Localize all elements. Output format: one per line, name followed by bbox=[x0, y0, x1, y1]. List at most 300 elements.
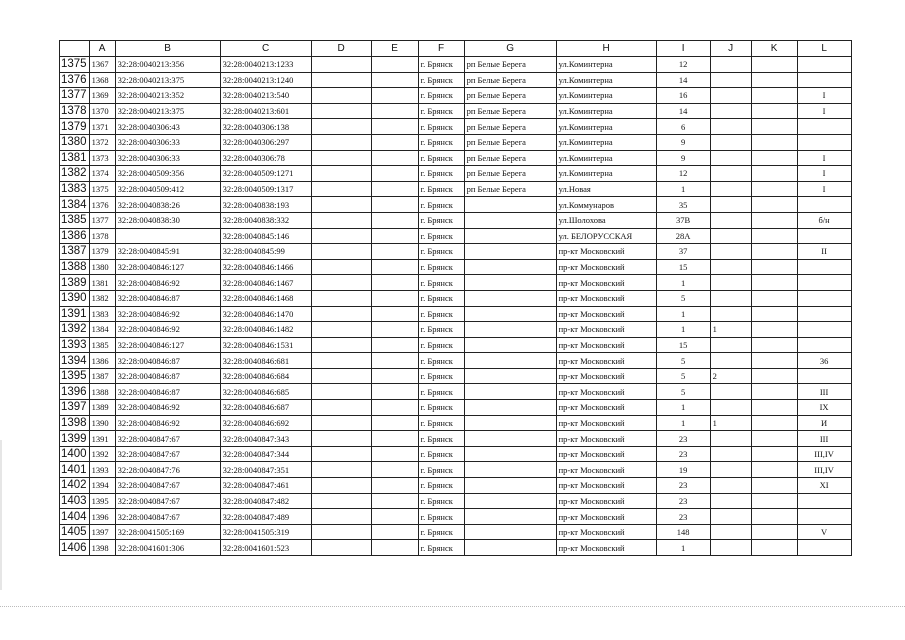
cell-k[interactable] bbox=[751, 134, 797, 150]
cell-h[interactable]: ул.Коминтерна bbox=[556, 119, 656, 135]
cell-j[interactable] bbox=[710, 103, 751, 119]
cell-e[interactable] bbox=[371, 446, 418, 462]
cell-e[interactable] bbox=[371, 134, 418, 150]
cell-b[interactable]: 32:28:0040847:67 bbox=[115, 478, 220, 494]
cell-l[interactable] bbox=[797, 493, 851, 509]
cell-j[interactable] bbox=[710, 400, 751, 416]
cell-a[interactable]: 1375 bbox=[89, 181, 115, 197]
cell-c[interactable]: 32:28:0041505:319 bbox=[220, 524, 311, 540]
cell-f[interactable]: г. Брянск bbox=[418, 228, 464, 244]
cell-l[interactable]: III bbox=[797, 431, 851, 447]
cell-f[interactable]: г. Брянск bbox=[418, 244, 464, 260]
cell-a[interactable]: 1396 bbox=[89, 509, 115, 525]
cell-k[interactable] bbox=[751, 181, 797, 197]
cell-d[interactable] bbox=[311, 400, 371, 416]
cell-j[interactable] bbox=[710, 275, 751, 291]
cell-d[interactable] bbox=[311, 166, 371, 182]
cell-h[interactable]: ул.Коминтерна bbox=[556, 166, 656, 182]
corner-header-cell[interactable] bbox=[60, 41, 90, 57]
cell-f[interactable]: г. Брянск bbox=[418, 119, 464, 135]
column-header-b[interactable]: B bbox=[115, 41, 220, 57]
row-number-cell[interactable]: 1377 bbox=[60, 88, 90, 104]
cell-g[interactable] bbox=[464, 540, 556, 556]
cell-k[interactable] bbox=[751, 509, 797, 525]
cell-b[interactable]: 32:28:0041601:306 bbox=[115, 540, 220, 556]
cell-d[interactable] bbox=[311, 524, 371, 540]
cell-e[interactable] bbox=[371, 103, 418, 119]
cell-i[interactable]: 23 bbox=[656, 493, 710, 509]
cell-h[interactable]: пр-кт Московский bbox=[556, 540, 656, 556]
cell-c[interactable]: 32:28:0040846:1482 bbox=[220, 322, 311, 338]
cell-c[interactable]: 32:28:0040847:489 bbox=[220, 509, 311, 525]
cell-a[interactable]: 1393 bbox=[89, 462, 115, 478]
cell-c[interactable]: 32:28:0040213:1240 bbox=[220, 72, 311, 88]
cell-j[interactable] bbox=[710, 166, 751, 182]
cell-d[interactable] bbox=[311, 88, 371, 104]
cell-d[interactable] bbox=[311, 462, 371, 478]
cell-k[interactable] bbox=[751, 446, 797, 462]
cell-d[interactable] bbox=[311, 212, 371, 228]
cell-b[interactable]: 32:28:0040509:356 bbox=[115, 166, 220, 182]
cell-i[interactable]: 9 bbox=[656, 150, 710, 166]
cell-b[interactable]: 32:28:0040846:92 bbox=[115, 400, 220, 416]
cell-g[interactable] bbox=[464, 478, 556, 494]
cell-j[interactable] bbox=[710, 228, 751, 244]
cell-c[interactable]: 32:28:0040213:540 bbox=[220, 88, 311, 104]
row-number-cell[interactable]: 1405 bbox=[60, 524, 90, 540]
cell-f[interactable]: г. Брянск bbox=[418, 446, 464, 462]
cell-f[interactable]: г. Брянск bbox=[418, 197, 464, 213]
cell-e[interactable] bbox=[371, 259, 418, 275]
cell-a[interactable]: 1373 bbox=[89, 150, 115, 166]
cell-b[interactable]: 32:28:0040213:352 bbox=[115, 88, 220, 104]
row-number-cell[interactable]: 1389 bbox=[60, 275, 90, 291]
cell-h[interactable]: пр-кт Московский bbox=[556, 478, 656, 494]
row-number-cell[interactable]: 1400 bbox=[60, 446, 90, 462]
cell-f[interactable]: г. Брянск bbox=[418, 400, 464, 416]
cell-l[interactable] bbox=[797, 134, 851, 150]
cell-c[interactable]: 32:28:0041601:523 bbox=[220, 540, 311, 556]
cell-h[interactable]: пр-кт Московский bbox=[556, 244, 656, 260]
cell-b[interactable]: 32:28:0040213:375 bbox=[115, 72, 220, 88]
cell-g[interactable] bbox=[464, 259, 556, 275]
cell-l[interactable] bbox=[797, 306, 851, 322]
cell-k[interactable] bbox=[751, 244, 797, 260]
cell-k[interactable] bbox=[751, 72, 797, 88]
cell-i[interactable]: 1 bbox=[656, 275, 710, 291]
cell-g[interactable] bbox=[464, 306, 556, 322]
cell-b[interactable]: 32:28:0040846:87 bbox=[115, 384, 220, 400]
cell-i[interactable]: 35 bbox=[656, 197, 710, 213]
cell-d[interactable] bbox=[311, 103, 371, 119]
cell-k[interactable] bbox=[751, 493, 797, 509]
cell-j[interactable] bbox=[710, 478, 751, 494]
row-number-cell[interactable]: 1398 bbox=[60, 415, 90, 431]
cell-f[interactable]: г. Брянск bbox=[418, 212, 464, 228]
cell-a[interactable]: 1367 bbox=[89, 57, 115, 73]
cell-a[interactable]: 1388 bbox=[89, 384, 115, 400]
cell-e[interactable] bbox=[371, 166, 418, 182]
cell-f[interactable]: г. Брянск bbox=[418, 478, 464, 494]
row-number-cell[interactable]: 1396 bbox=[60, 384, 90, 400]
cell-f[interactable]: г. Брянск bbox=[418, 431, 464, 447]
cell-d[interactable] bbox=[311, 415, 371, 431]
cell-e[interactable] bbox=[371, 368, 418, 384]
row-number-cell[interactable]: 1402 bbox=[60, 478, 90, 494]
cell-c[interactable]: 32:28:0040846:687 bbox=[220, 400, 311, 416]
cell-d[interactable] bbox=[311, 384, 371, 400]
cell-c[interactable]: 32:28:0040846:1470 bbox=[220, 306, 311, 322]
cell-e[interactable] bbox=[371, 197, 418, 213]
cell-b[interactable]: 32:28:0040306:43 bbox=[115, 119, 220, 135]
cell-h[interactable]: ул.Коминтерна bbox=[556, 103, 656, 119]
cell-b[interactable]: 32:28:0040846:92 bbox=[115, 306, 220, 322]
cell-d[interactable] bbox=[311, 275, 371, 291]
cell-e[interactable] bbox=[371, 415, 418, 431]
cell-d[interactable] bbox=[311, 353, 371, 369]
cell-g[interactable] bbox=[464, 368, 556, 384]
row-number-cell[interactable]: 1382 bbox=[60, 166, 90, 182]
cell-f[interactable]: г. Брянск bbox=[418, 337, 464, 353]
cell-i[interactable]: 14 bbox=[656, 103, 710, 119]
cell-h[interactable]: пр-кт Московский bbox=[556, 415, 656, 431]
cell-d[interactable] bbox=[311, 478, 371, 494]
column-header-l[interactable]: L bbox=[797, 41, 851, 57]
cell-e[interactable] bbox=[371, 353, 418, 369]
cell-c[interactable]: 32:28:0040509:1317 bbox=[220, 181, 311, 197]
cell-l[interactable]: III,IV bbox=[797, 462, 851, 478]
cell-j[interactable] bbox=[710, 462, 751, 478]
cell-a[interactable]: 1387 bbox=[89, 368, 115, 384]
cell-b[interactable]: 32:28:0040847:76 bbox=[115, 462, 220, 478]
cell-j[interactable] bbox=[710, 72, 751, 88]
cell-b[interactable]: 32:28:0040213:356 bbox=[115, 57, 220, 73]
cell-i[interactable]: 15 bbox=[656, 259, 710, 275]
cell-l[interactable]: I bbox=[797, 166, 851, 182]
cell-l[interactable]: V bbox=[797, 524, 851, 540]
cell-b[interactable]: 32:28:0040847:67 bbox=[115, 509, 220, 525]
cell-k[interactable] bbox=[751, 197, 797, 213]
cell-k[interactable] bbox=[751, 119, 797, 135]
row-number-cell[interactable]: 1378 bbox=[60, 103, 90, 119]
cell-f[interactable]: г. Брянск bbox=[418, 493, 464, 509]
cell-a[interactable]: 1371 bbox=[89, 119, 115, 135]
cell-h[interactable]: пр-кт Московский bbox=[556, 462, 656, 478]
cell-j[interactable]: 1 bbox=[710, 415, 751, 431]
cell-l[interactable] bbox=[797, 259, 851, 275]
column-header-e[interactable]: E bbox=[371, 41, 418, 57]
cell-c[interactable]: 32:28:0040213:601 bbox=[220, 103, 311, 119]
row-number-cell[interactable]: 1391 bbox=[60, 306, 90, 322]
cell-g[interactable]: рп Белые Берега bbox=[464, 134, 556, 150]
cell-e[interactable] bbox=[371, 181, 418, 197]
cell-e[interactable] bbox=[371, 509, 418, 525]
cell-d[interactable] bbox=[311, 306, 371, 322]
cell-f[interactable]: г. Брянск bbox=[418, 103, 464, 119]
cell-b[interactable]: 32:28:0040306:33 bbox=[115, 134, 220, 150]
cell-k[interactable] bbox=[751, 88, 797, 104]
cell-e[interactable] bbox=[371, 212, 418, 228]
cell-d[interactable] bbox=[311, 228, 371, 244]
cell-j[interactable] bbox=[710, 306, 751, 322]
cell-g[interactable] bbox=[464, 415, 556, 431]
cell-g[interactable]: рп Белые Берега bbox=[464, 88, 556, 104]
cell-e[interactable] bbox=[371, 524, 418, 540]
cell-b[interactable]: 32:28:0041505:169 bbox=[115, 524, 220, 540]
cell-i[interactable]: 16 bbox=[656, 88, 710, 104]
cell-f[interactable]: г. Брянск bbox=[418, 150, 464, 166]
cell-i[interactable]: 1 bbox=[656, 540, 710, 556]
cell-a[interactable]: 1370 bbox=[89, 103, 115, 119]
row-number-cell[interactable]: 1387 bbox=[60, 244, 90, 260]
cell-a[interactable]: 1368 bbox=[89, 72, 115, 88]
cell-g[interactable] bbox=[464, 384, 556, 400]
cell-l[interactable] bbox=[797, 57, 851, 73]
cell-a[interactable]: 1391 bbox=[89, 431, 115, 447]
cell-b[interactable]: 32:28:0040846:87 bbox=[115, 368, 220, 384]
column-header-a[interactable]: A bbox=[89, 41, 115, 57]
cell-d[interactable] bbox=[311, 244, 371, 260]
cell-f[interactable]: г. Брянск bbox=[418, 509, 464, 525]
cell-c[interactable]: 32:28:0040846:1468 bbox=[220, 290, 311, 306]
cell-i[interactable]: 12 bbox=[656, 57, 710, 73]
cell-j[interactable] bbox=[710, 524, 751, 540]
cell-k[interactable] bbox=[751, 540, 797, 556]
cell-a[interactable]: 1395 bbox=[89, 493, 115, 509]
cell-k[interactable] bbox=[751, 103, 797, 119]
cell-g[interactable]: рп Белые Берега bbox=[464, 181, 556, 197]
cell-c[interactable]: 32:28:0040847:461 bbox=[220, 478, 311, 494]
cell-a[interactable]: 1394 bbox=[89, 478, 115, 494]
cell-c[interactable]: 32:28:0040838:193 bbox=[220, 197, 311, 213]
cell-g[interactable] bbox=[464, 400, 556, 416]
cell-e[interactable] bbox=[371, 337, 418, 353]
cell-l[interactable]: б/н bbox=[797, 212, 851, 228]
cell-i[interactable]: 12 bbox=[656, 166, 710, 182]
cell-c[interactable]: 32:28:0040846:1466 bbox=[220, 259, 311, 275]
cell-c[interactable]: 32:28:0040846:1467 bbox=[220, 275, 311, 291]
cell-f[interactable]: г. Брянск bbox=[418, 540, 464, 556]
cell-f[interactable]: г. Брянск bbox=[418, 353, 464, 369]
cell-l[interactable]: II bbox=[797, 244, 851, 260]
cell-j[interactable]: 2 bbox=[710, 368, 751, 384]
cell-j[interactable] bbox=[710, 244, 751, 260]
cell-a[interactable]: 1392 bbox=[89, 446, 115, 462]
cell-c[interactable]: 32:28:0040306:78 bbox=[220, 150, 311, 166]
cell-d[interactable] bbox=[311, 197, 371, 213]
cell-h[interactable]: ул.Коминтерна bbox=[556, 134, 656, 150]
cell-h[interactable]: пр-кт Московский bbox=[556, 446, 656, 462]
column-header-f[interactable]: F bbox=[418, 41, 464, 57]
cell-k[interactable] bbox=[751, 57, 797, 73]
cell-c[interactable]: 32:28:0040845:99 bbox=[220, 244, 311, 260]
cell-i[interactable]: 1 bbox=[656, 322, 710, 338]
cell-l[interactable] bbox=[797, 228, 851, 244]
cell-c[interactable]: 32:28:0040846:681 bbox=[220, 353, 311, 369]
cell-f[interactable]: г. Брянск bbox=[418, 57, 464, 73]
cell-b[interactable]: 32:28:0040845:91 bbox=[115, 244, 220, 260]
cell-a[interactable]: 1372 bbox=[89, 134, 115, 150]
cell-f[interactable]: г. Брянск bbox=[418, 166, 464, 182]
cell-b[interactable]: 32:28:0040846:87 bbox=[115, 290, 220, 306]
cell-c[interactable]: 32:28:0040846:684 bbox=[220, 368, 311, 384]
cell-b[interactable]: 32:28:0040509:412 bbox=[115, 181, 220, 197]
row-number-cell[interactable]: 1392 bbox=[60, 322, 90, 338]
cell-k[interactable] bbox=[751, 166, 797, 182]
cell-g[interactable] bbox=[464, 337, 556, 353]
row-number-cell[interactable]: 1385 bbox=[60, 212, 90, 228]
row-number-cell[interactable]: 1383 bbox=[60, 181, 90, 197]
row-number-cell[interactable]: 1390 bbox=[60, 290, 90, 306]
cell-b[interactable]: 32:28:0040838:30 bbox=[115, 212, 220, 228]
cell-j[interactable] bbox=[710, 197, 751, 213]
cell-i[interactable]: 19 bbox=[656, 462, 710, 478]
cell-a[interactable]: 1385 bbox=[89, 337, 115, 353]
cell-a[interactable]: 1378 bbox=[89, 228, 115, 244]
cell-f[interactable]: г. Брянск bbox=[418, 368, 464, 384]
cell-b[interactable]: 32:28:0040846:92 bbox=[115, 275, 220, 291]
cell-h[interactable]: пр-кт Московский bbox=[556, 524, 656, 540]
row-number-cell[interactable]: 1406 bbox=[60, 540, 90, 556]
cell-d[interactable] bbox=[311, 259, 371, 275]
cell-d[interactable] bbox=[311, 431, 371, 447]
row-number-cell[interactable]: 1388 bbox=[60, 259, 90, 275]
cell-c[interactable]: 32:28:0040838:332 bbox=[220, 212, 311, 228]
row-number-cell[interactable]: 1384 bbox=[60, 197, 90, 213]
cell-j[interactable] bbox=[710, 384, 751, 400]
cell-a[interactable]: 1397 bbox=[89, 524, 115, 540]
cell-c[interactable]: 32:28:0040306:297 bbox=[220, 134, 311, 150]
cell-h[interactable]: ул.Шолохова bbox=[556, 212, 656, 228]
cell-k[interactable] bbox=[751, 431, 797, 447]
cell-d[interactable] bbox=[311, 181, 371, 197]
cell-g[interactable] bbox=[464, 524, 556, 540]
cell-a[interactable]: 1389 bbox=[89, 400, 115, 416]
cell-k[interactable] bbox=[751, 259, 797, 275]
cell-a[interactable]: 1398 bbox=[89, 540, 115, 556]
cell-k[interactable] bbox=[751, 337, 797, 353]
cell-d[interactable] bbox=[311, 322, 371, 338]
cell-d[interactable] bbox=[311, 493, 371, 509]
cell-h[interactable]: пр-кт Московский bbox=[556, 509, 656, 525]
cell-i[interactable]: 5 bbox=[656, 353, 710, 369]
cell-k[interactable] bbox=[751, 322, 797, 338]
cell-b[interactable]: 32:28:0040846:92 bbox=[115, 322, 220, 338]
cell-f[interactable]: г. Брянск bbox=[418, 415, 464, 431]
cell-j[interactable] bbox=[710, 181, 751, 197]
row-number-cell[interactable]: 1399 bbox=[60, 431, 90, 447]
cell-i[interactable]: 28А bbox=[656, 228, 710, 244]
cell-i[interactable]: 5 bbox=[656, 368, 710, 384]
row-number-cell[interactable]: 1404 bbox=[60, 509, 90, 525]
cell-h[interactable]: пр-кт Московский bbox=[556, 384, 656, 400]
cell-j[interactable] bbox=[710, 119, 751, 135]
cell-h[interactable]: пр-кт Московский bbox=[556, 431, 656, 447]
cell-b[interactable]: 32:28:0040846:127 bbox=[115, 259, 220, 275]
cell-j[interactable] bbox=[710, 493, 751, 509]
cell-k[interactable] bbox=[751, 478, 797, 494]
cell-e[interactable] bbox=[371, 384, 418, 400]
cell-j[interactable] bbox=[710, 88, 751, 104]
cell-g[interactable] bbox=[464, 509, 556, 525]
cell-a[interactable]: 1383 bbox=[89, 306, 115, 322]
cell-h[interactable]: пр-кт Московский bbox=[556, 400, 656, 416]
cell-l[interactable]: III bbox=[797, 384, 851, 400]
cell-i[interactable]: 37 bbox=[656, 244, 710, 260]
cell-e[interactable] bbox=[371, 244, 418, 260]
cell-b[interactable]: 32:28:0040846:92 bbox=[115, 415, 220, 431]
column-header-d[interactable]: D bbox=[311, 41, 371, 57]
cell-d[interactable] bbox=[311, 150, 371, 166]
cell-g[interactable] bbox=[464, 228, 556, 244]
cell-a[interactable]: 1380 bbox=[89, 259, 115, 275]
cell-e[interactable] bbox=[371, 431, 418, 447]
cell-g[interactable]: рп Белые Берега bbox=[464, 119, 556, 135]
cell-k[interactable] bbox=[751, 415, 797, 431]
cell-l[interactable] bbox=[797, 540, 851, 556]
cell-h[interactable]: пр-кт Московский bbox=[556, 290, 656, 306]
cell-d[interactable] bbox=[311, 57, 371, 73]
cell-h[interactable]: ул.Коминтерна bbox=[556, 88, 656, 104]
row-number-cell[interactable]: 1386 bbox=[60, 228, 90, 244]
cell-j[interactable] bbox=[710, 212, 751, 228]
cell-a[interactable]: 1381 bbox=[89, 275, 115, 291]
cell-g[interactable] bbox=[464, 322, 556, 338]
cell-h[interactable]: ул.Коминтерна bbox=[556, 72, 656, 88]
cell-k[interactable] bbox=[751, 290, 797, 306]
cell-f[interactable]: г. Брянск bbox=[418, 462, 464, 478]
cell-b[interactable]: 32:28:0040847:67 bbox=[115, 446, 220, 462]
cell-c[interactable]: 32:28:0040847:351 bbox=[220, 462, 311, 478]
cell-f[interactable]: г. Брянск bbox=[418, 306, 464, 322]
cell-h[interactable]: пр-кт Московский bbox=[556, 322, 656, 338]
cell-i[interactable]: 23 bbox=[656, 431, 710, 447]
cell-i[interactable]: 148 bbox=[656, 524, 710, 540]
row-number-cell[interactable]: 1403 bbox=[60, 493, 90, 509]
cell-e[interactable] bbox=[371, 540, 418, 556]
cell-i[interactable]: 6 bbox=[656, 119, 710, 135]
cell-c[interactable]: 32:28:0040846:1531 bbox=[220, 337, 311, 353]
cell-a[interactable]: 1379 bbox=[89, 244, 115, 260]
cell-h[interactable]: пр-кт Московский bbox=[556, 337, 656, 353]
cell-l[interactable] bbox=[797, 72, 851, 88]
cell-d[interactable] bbox=[311, 540, 371, 556]
cell-f[interactable]: г. Брянск bbox=[418, 290, 464, 306]
cell-j[interactable] bbox=[710, 446, 751, 462]
cell-l[interactable] bbox=[797, 290, 851, 306]
cell-j[interactable] bbox=[710, 57, 751, 73]
cell-i[interactable]: 14 bbox=[656, 72, 710, 88]
cell-h[interactable]: пр-кт Московский bbox=[556, 306, 656, 322]
cell-l[interactable]: I bbox=[797, 88, 851, 104]
cell-e[interactable] bbox=[371, 290, 418, 306]
cell-c[interactable]: 32:28:0040509:1271 bbox=[220, 166, 311, 182]
cell-k[interactable] bbox=[751, 384, 797, 400]
row-number-cell[interactable]: 1375 bbox=[60, 57, 90, 73]
cell-b[interactable]: 32:28:0040846:127 bbox=[115, 337, 220, 353]
cell-i[interactable]: 1 bbox=[656, 415, 710, 431]
cell-l[interactable]: I bbox=[797, 103, 851, 119]
cell-l[interactable] bbox=[797, 368, 851, 384]
cell-l[interactable]: IX bbox=[797, 400, 851, 416]
cell-i[interactable]: 15 bbox=[656, 337, 710, 353]
cell-l[interactable] bbox=[797, 509, 851, 525]
cell-i[interactable]: 5 bbox=[656, 384, 710, 400]
cell-h[interactable]: ул.Коммунаров bbox=[556, 197, 656, 213]
cell-f[interactable]: г. Брянск bbox=[418, 181, 464, 197]
cell-e[interactable] bbox=[371, 400, 418, 416]
cell-l[interactable]: 36 bbox=[797, 353, 851, 369]
